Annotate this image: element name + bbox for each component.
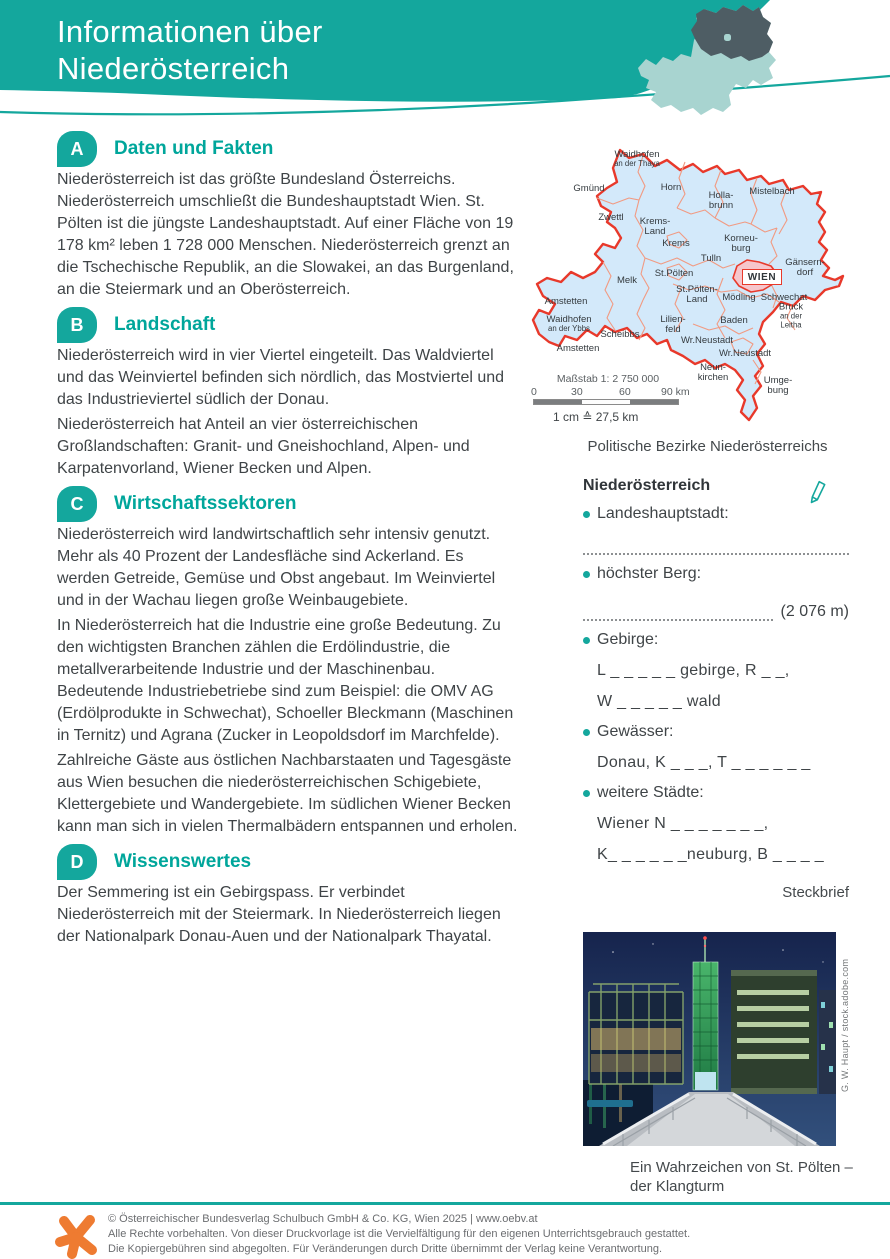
map-district-label: Mistelbach (749, 186, 795, 197)
district-map (525, 128, 890, 438)
map-district-label: Lilien- feld (660, 314, 686, 335)
klangturm-photo-figure (583, 932, 873, 1196)
section-title-b: Landschaft (114, 314, 216, 335)
fill-in-text: Wiener N _ _ _ _ _ _ _, (597, 815, 769, 832)
map-district-label: Zwettl (598, 212, 624, 223)
map-district-label: Horn (660, 182, 682, 193)
map-district-label: Baden (720, 315, 748, 326)
fill-in-line (583, 543, 849, 555)
section-title-a: Daten und Fakten (114, 138, 274, 159)
section-badge-b: B (57, 307, 97, 343)
steckbrief-item: höchster Berg: (583, 563, 849, 585)
scale-tick: 0 (531, 386, 537, 398)
fill-in-row (583, 543, 849, 555)
map-district-label: Bruck an der Leitha (778, 301, 804, 329)
map-district-label: Wr.Neustadt (680, 335, 734, 346)
scale-tick: 60 (619, 386, 631, 398)
paragraph: Niederösterreich hat Anteil an vier österreichischen Großlandschaften: Granit- und Gneishochland, Alpen- und Karpatenvorland, Wiener Becken und Alpen. (57, 416, 470, 477)
paragraph: Zahlreiche Gäste aus östlichen Nachbarstaaten und Tagesgäste aus Wien besuchen die niederösterreichischen Schigebiete, Klettergebiete und Wandergebiete. Im südlichen Wiener Becken kann man sich in vielen Thermalbädern entspannen und erholen. (57, 752, 518, 835)
map-district-label: Korneu- burg (724, 233, 758, 254)
map-district-label: Wr.Neustadt (718, 348, 772, 359)
paragraph: Niederösterreich wird landwirtschaftlich sehr intensiv genutzt. Mehr als 40 Prozent der Landesfläche sind Ackerland. Es werden Getreide, Gemüse und Obst angebaut. Im Weinviertel und in der Wachau liegen große Weinbaugebiete. (57, 526, 496, 609)
map-district-label: Gmünd (573, 183, 605, 194)
map-district-label: Holla- brunn (708, 190, 734, 211)
map-scale-note: 1 cm ≙ 27,5 km (553, 410, 639, 424)
bullet-icon (583, 637, 590, 644)
paragraph: In Niederösterreich hat die Industrie eine große Bedeutung. Zu den wichtigsten Branchen zählen die Erdölindustrie, die metallverarbeitende Industrie und der Maschinenbau. Bedeutende Industriebetriebe sind zum Beispiel: die OMV AG (Erdölprodukte in Schwechat), Schoeller Bleckmann (Maschinen in Ternitz) und Agrana (Zucker in Leopoldsdorf im Marchfelde). (57, 617, 514, 744)
section-heading-d (57, 844, 519, 880)
map-scale-bar (533, 399, 679, 405)
klangturm-photo (583, 932, 836, 1146)
map-district-label: Neun- kirchen (697, 362, 729, 383)
bullet-icon (583, 511, 590, 518)
page-title: Informationen über Niederösterreich (57, 14, 323, 86)
fill-in-text: W _ _ _ _ _ wald (597, 693, 721, 710)
wien-label: WIEN (742, 269, 782, 285)
map-district-label: Waidhofen an der Ybbs (546, 313, 592, 333)
paragraph: Niederösterreich wird in vier Viertel eingeteilt. Das Waldviertel und das Weinviertel befinden sich nördlich, das Mostviertel und das Industrieviertel südlich der Donau. (57, 347, 505, 408)
section-badge-a: A (57, 131, 97, 167)
section-title-d: Wissenswertes (114, 851, 252, 872)
map-district-label: Melk (616, 275, 638, 286)
steckbrief-item: weitere Städte: (583, 782, 849, 804)
map-scale-title: Maßstab 1: 2 750 000 (556, 373, 660, 385)
steckbrief-item: Gewässer: (583, 721, 849, 743)
fill-in-line (583, 609, 773, 621)
map-district-label: Schwechat (760, 292, 808, 303)
main-text-column (57, 128, 519, 951)
map-district-label: Krems (662, 238, 690, 249)
map-district-label: Umge- bung (763, 375, 793, 396)
section-badge-c: C (57, 486, 97, 522)
scale-tick: 90 km (661, 386, 690, 398)
fill-in-row (583, 603, 849, 621)
map-district-label: Gänsern- dorf (785, 257, 825, 278)
steckbrief-title: Niederösterreich (583, 477, 711, 494)
footer-line-fees: Die Kopiergebühren sind abgegolten. Für Veränderungen durch Dritte übernimmt der Verlag keine Verantwortung. (108, 1243, 663, 1255)
steckbrief-item: Landeshauptstadt: (583, 503, 849, 525)
section-heading-c (57, 486, 519, 522)
steckbrief-caption: Steckbrief (782, 884, 849, 901)
bullet-icon (583, 729, 590, 736)
map-caption: Politische Bezirke Niederösterreichs (587, 438, 828, 455)
steckbrief-form (583, 477, 849, 901)
fill-in-suffix: (2 076 m) (780, 603, 849, 620)
footer-line-copyright: © Österreichischer Bundesverlag Schulbuch GmbH & Co. KG, Wien 2025 | www.oebv.at (108, 1213, 538, 1225)
steckbrief-item: Gebirge: (583, 629, 849, 651)
photo-caption: Ein Wahrzeichen von St. Pölten – der Klangturm (630, 1159, 853, 1195)
oebv-logo-icon (52, 1211, 100, 1259)
fill-in-text: L _ _ _ _ _ gebirge, R _ _, (597, 662, 790, 679)
footer-imprint (108, 1212, 808, 1257)
paragraph: Der Semmering ist ein Gebirgspass. Er verbindet Niederösterreich mit der Steiermark. In Niederösterreich liegen der Nationalpark Donau-Auen und der Nationalpark Thayatal. (57, 884, 501, 945)
map-district-label: Scheibbs (600, 329, 640, 340)
bullet-icon (583, 571, 590, 578)
map-district-label: Krems- Land (639, 216, 671, 237)
map-district-label: Tulln (700, 253, 722, 264)
section-heading-b (57, 307, 519, 343)
map-district-label: St.Pölten (654, 268, 694, 279)
section-badge-d: D (57, 844, 97, 880)
fill-in-text: K_ _ _ _ _ _neuburg, B _ _ _ _ (597, 846, 824, 863)
map-district-label: Amstetten (556, 343, 600, 354)
map-district-label: Mödling (722, 292, 756, 303)
footer-line-rights: Alle Rechte vorbehalten. Von dieser Druckvorlage ist die Vervielfältigung für den eigenen Unterrichtsgebrauch gestattet. (108, 1228, 691, 1240)
map-district-label: St.Pölten- Land (676, 284, 718, 305)
footer-divider (0, 1202, 890, 1205)
district-map-figure (525, 128, 890, 455)
bullet-icon (583, 790, 590, 797)
scale-tick: 30 (571, 386, 583, 398)
fill-in-text: Donau, K _ _ _, T _ _ _ _ _ _ (597, 754, 811, 771)
map-district-label: Waidhofen an der Thaya (614, 148, 660, 168)
section-heading-a (57, 131, 519, 167)
paragraph: Niederösterreich ist das größte Bundesland Österreichs. Niederösterreich umschließt die Bundeshauptstadt Wien. St. Pölten ist die jüngste Landeshauptstadt. Auf einer Fläche von 19 178 km² leben 1 728 000 Menschen. Niederösterreich grenzt an die Tschechische Republik, an die Slowakei, an das Burgenland, an die Steiermark und an Oberösterreich. (57, 171, 514, 298)
section-title-c: Wirtschaftssektoren (114, 493, 297, 514)
map-district-label: Amstetten (544, 296, 588, 307)
photo-credit: G. W. Haupt / stock.adobe.com (840, 958, 850, 1092)
